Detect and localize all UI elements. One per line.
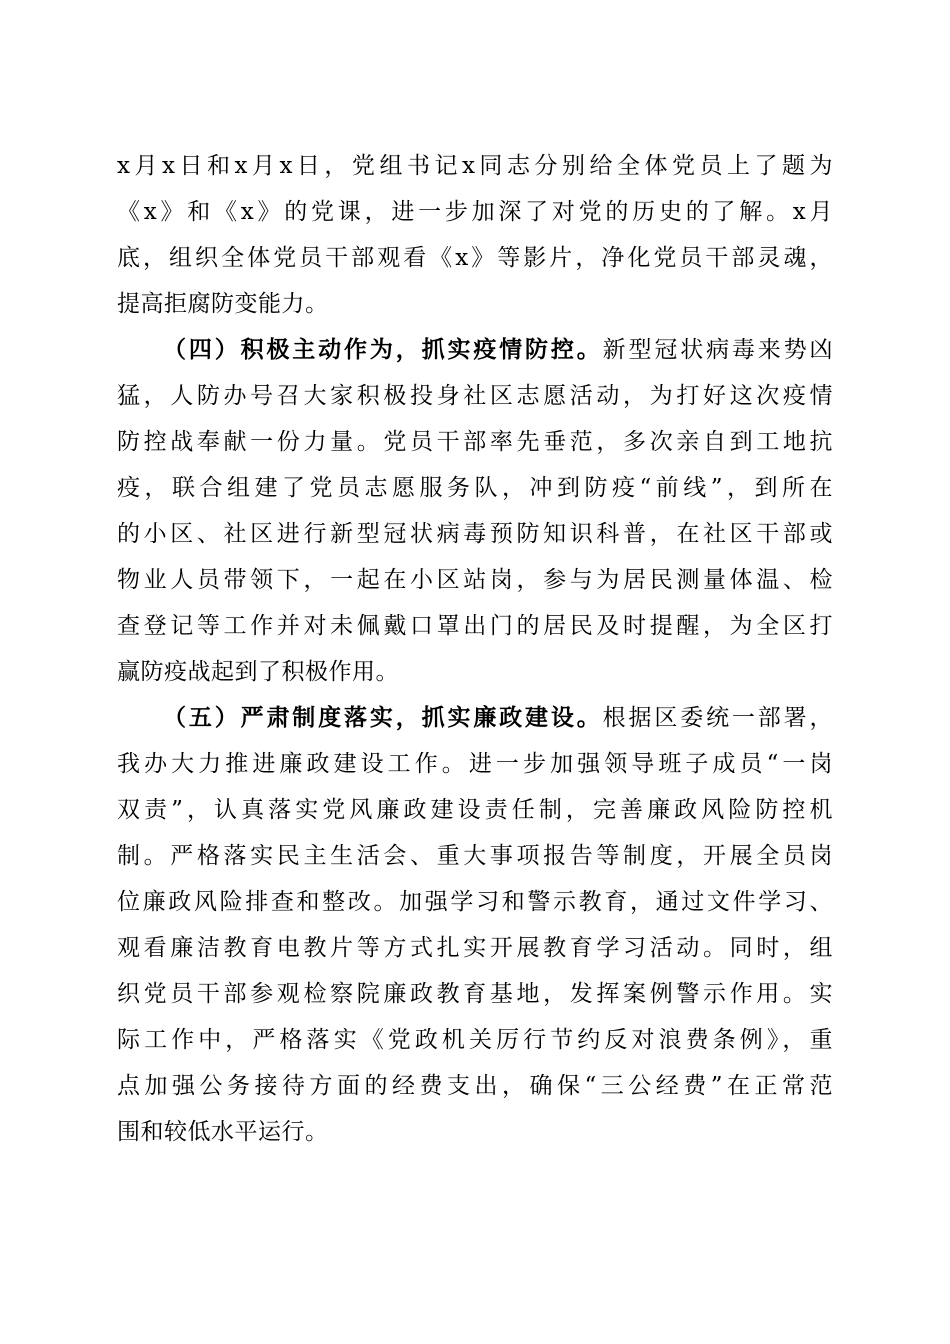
text-line: 我办大力推进廉政建设工作。进一步加强领导班子成员“一岗: [117, 751, 833, 777]
text-line: 围和较低水平运行。: [117, 1119, 329, 1145]
text-line: 观看廉洁教育电教片等方式扎实开展教育学习活动。同时，组: [117, 935, 833, 961]
text-line: 制。严格落实民主生活会、重大事项报告等制度，开展全员岗: [117, 843, 833, 869]
paragraph-first-line: [117, 327, 833, 373]
text-line: 疫，联合组建了党员志愿服务队，冲到防疫“前线”，到所在: [117, 475, 833, 501]
text-line: 猛，人防办号召大家积极投身社区志愿活动，为打好这次疫情: [117, 383, 833, 409]
text-line: 织党员干部参观检察院廉政教育基地，发挥案例警示作用。实: [117, 981, 833, 1007]
text-line: 位廉政风险排查和整改。加强学习和警示教育，通过文件学习、: [117, 889, 833, 915]
paragraph-first-line: [117, 695, 833, 741]
text-line: 的小区、社区进行新型冠状病毒预防知识科普，在社区干部或: [117, 521, 833, 547]
text-line: 双责”，认真落实党风廉政建设责任制，完善廉政风险防控机: [117, 797, 833, 823]
section-heading: （五）严肃制度落实，抓实廉政建设。: [163, 704, 603, 731]
text-line: 点加强公务接待方面的经费支出，确保“三公经费”在正常范: [117, 1073, 833, 1099]
text-line: 查登记等工作并对未佩戴口罩出门的居民及时提醒，为全区打: [117, 613, 833, 639]
text-run: 根据区委统一部署，: [602, 705, 834, 731]
text-line: 《x》和《x》的党课，进一步加深了对党的历史的了解。x月: [117, 199, 833, 225]
text-line: 物业人员带领下，一起在小区站岗，参与为居民测量体温、检: [117, 567, 833, 593]
text-line: 际工作中，严格落实《党政机关厉行节约反对浪费条例》，重: [117, 1027, 833, 1053]
paragraph-epidemic-prevention: [117, 327, 833, 695]
text-line: 防控战奉献一份力量。党员干部率先垂范，多次亲自到工地抗: [117, 429, 833, 455]
text-line: x月x日和x月x日，党组书记x同志分别给全体党员上了题为: [117, 153, 833, 179]
paragraph-party-lessons: [117, 143, 833, 327]
text-line: 底，组织全体党员干部观看《x》等影片，净化党员干部灵魂，: [117, 245, 833, 271]
document-body: [117, 143, 833, 1155]
text-run: 新型冠状病毒来势凶: [602, 337, 834, 363]
paragraph-integrity-building: [117, 695, 833, 1155]
section-heading: （四）积极主动作为，抓实疫情防控。: [163, 336, 603, 363]
text-line: 赢防疫战起到了积极作用。: [117, 659, 399, 685]
text-line: 提高拒腐防变能力。: [117, 291, 329, 317]
